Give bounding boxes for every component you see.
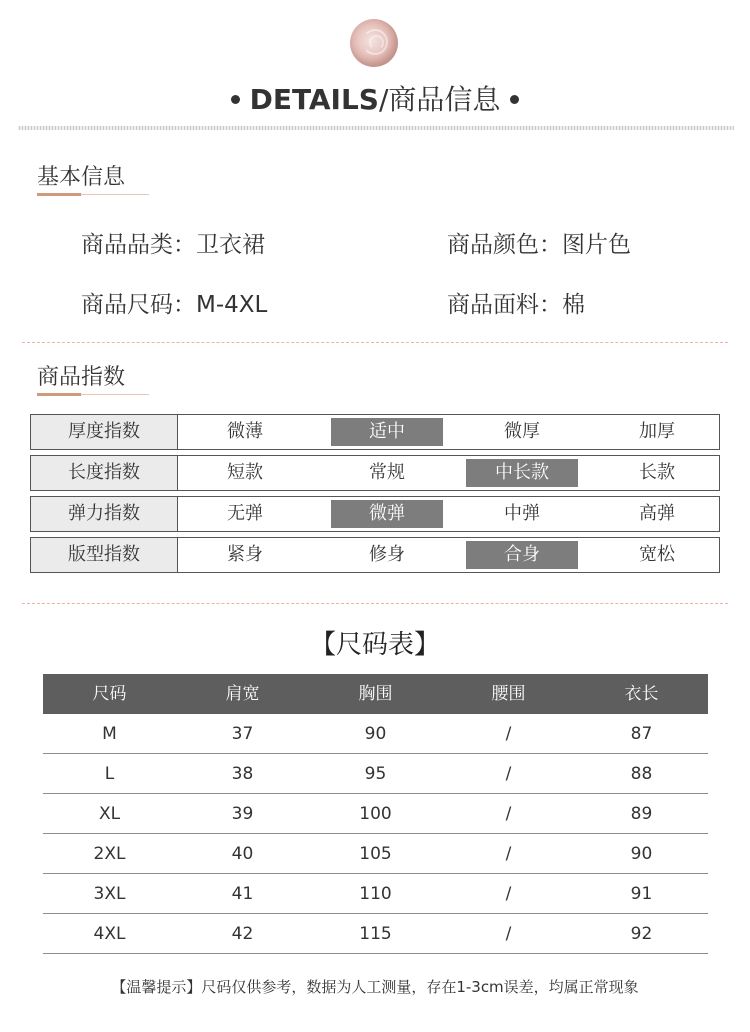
size-table-cell: L <box>104 764 115 784</box>
info-color <box>447 226 631 259</box>
index-row <box>30 496 720 532</box>
size-table-cell: 90 <box>630 844 653 864</box>
size-table-cell: 3XL <box>93 884 126 904</box>
size-header-cell: 尺码 <box>92 684 127 704</box>
size-table-cell: / <box>505 804 512 824</box>
size-chart-title: 【尺码表】 <box>309 630 440 660</box>
size-table-cell: 95 <box>364 764 387 784</box>
size-table-cell: 4XL <box>93 924 126 944</box>
page-title <box>0 78 750 118</box>
index-option: 微薄 <box>227 421 263 442</box>
index-option-selected: 中长款 <box>466 459 578 487</box>
info-value: M-4XL <box>196 292 268 318</box>
index-row-label: 厚度指数 <box>31 415 178 449</box>
size-table-row <box>43 834 708 874</box>
size-table-row <box>43 714 708 754</box>
index-option-selected: 适中 <box>331 418 443 446</box>
index-option: 短款 <box>227 462 263 483</box>
index-option: 宽松 <box>639 544 675 565</box>
size-table-row <box>43 794 708 834</box>
size-table-cell: 39 <box>231 804 254 824</box>
index-option: 微厚 <box>504 421 540 442</box>
index-option: 中弹 <box>504 503 540 524</box>
size-header-cell: 衣长 <box>624 684 659 704</box>
index-title: 商品指数 <box>37 365 126 390</box>
bullet-dot-right <box>510 95 519 104</box>
size-chart-header <box>43 674 708 714</box>
index-option: 无弹 <box>227 503 263 524</box>
dotted-divider <box>18 126 734 130</box>
size-table-cell: 42 <box>231 924 254 944</box>
info-label: 商品颜色： <box>447 232 562 258</box>
index-underline <box>37 394 149 395</box>
size-table-cell: 90 <box>364 724 387 744</box>
page-title-cn: /商品信息 <box>378 83 501 116</box>
size-table-cell: 100 <box>359 804 392 824</box>
size-table-cell: / <box>505 844 512 864</box>
size-table-row <box>43 754 708 794</box>
index-row <box>30 414 720 450</box>
dashed-divider <box>22 342 728 343</box>
size-table-cell: 89 <box>630 804 653 824</box>
size-note: 【温馨提示】尺码仅供参考，数据为人工测量，存在1-3cm误差，均属正常现象 <box>111 978 639 996</box>
size-table-cell: 38 <box>231 764 254 784</box>
info-category <box>81 226 265 259</box>
index-option-selected: 合身 <box>466 541 578 569</box>
basic-info-underline <box>37 194 149 195</box>
index-option: 加厚 <box>639 421 675 442</box>
size-header-cell: 胸围 <box>358 684 393 704</box>
info-label: 商品品类： <box>81 232 196 258</box>
info-value: 卫衣裙 <box>196 232 265 258</box>
size-table-cell: 115 <box>359 924 392 944</box>
size-table-cell: 91 <box>630 884 653 904</box>
index-option: 紧身 <box>227 544 263 565</box>
dashed-divider <box>22 603 728 604</box>
size-table-cell: / <box>505 764 512 784</box>
size-header-cell: 腰围 <box>491 684 526 704</box>
size-table-cell: 87 <box>630 724 653 744</box>
index-option-selected: 微弹 <box>331 500 443 528</box>
info-label: 商品面料： <box>447 292 562 318</box>
page-title-en: DETAILS <box>249 83 379 116</box>
size-table-cell: 105 <box>359 844 392 864</box>
index-row <box>30 537 720 573</box>
info-size <box>81 286 267 319</box>
size-table-cell: 40 <box>231 844 254 864</box>
size-table-cell: 88 <box>630 764 653 784</box>
size-table-row <box>43 874 708 914</box>
size-table-cell: 110 <box>359 884 392 904</box>
size-table-cell: 41 <box>231 884 254 904</box>
index-option: 高弹 <box>639 503 675 524</box>
index-option: 修身 <box>369 544 405 565</box>
size-table-cell: / <box>505 924 512 944</box>
info-label: 商品尺码： <box>81 292 196 318</box>
size-table-cell: 92 <box>630 924 653 944</box>
index-option: 长款 <box>639 462 675 483</box>
info-fabric <box>447 286 585 319</box>
size-table-cell: 2XL <box>93 844 126 864</box>
index-option: 常规 <box>369 462 405 483</box>
index-row-label: 版型指数 <box>31 538 178 572</box>
size-table-row <box>43 914 708 954</box>
info-value: 棉 <box>562 292 585 318</box>
size-table-cell: 37 <box>231 724 254 744</box>
size-table-cell: M <box>102 724 117 744</box>
index-row <box>30 455 720 491</box>
size-table-cell: XL <box>98 804 121 824</box>
size-table-cell: / <box>505 724 512 744</box>
size-header-cell: 肩宽 <box>225 684 260 704</box>
basic-info-title: 基本信息 <box>37 165 126 190</box>
rose-logo-icon <box>350 19 398 67</box>
index-row-label: 弹力指数 <box>31 497 178 531</box>
info-value: 图片色 <box>562 232 631 258</box>
index-row-label: 长度指数 <box>31 456 178 490</box>
size-table-cell: / <box>505 884 512 904</box>
bullet-dot-left <box>231 95 240 104</box>
